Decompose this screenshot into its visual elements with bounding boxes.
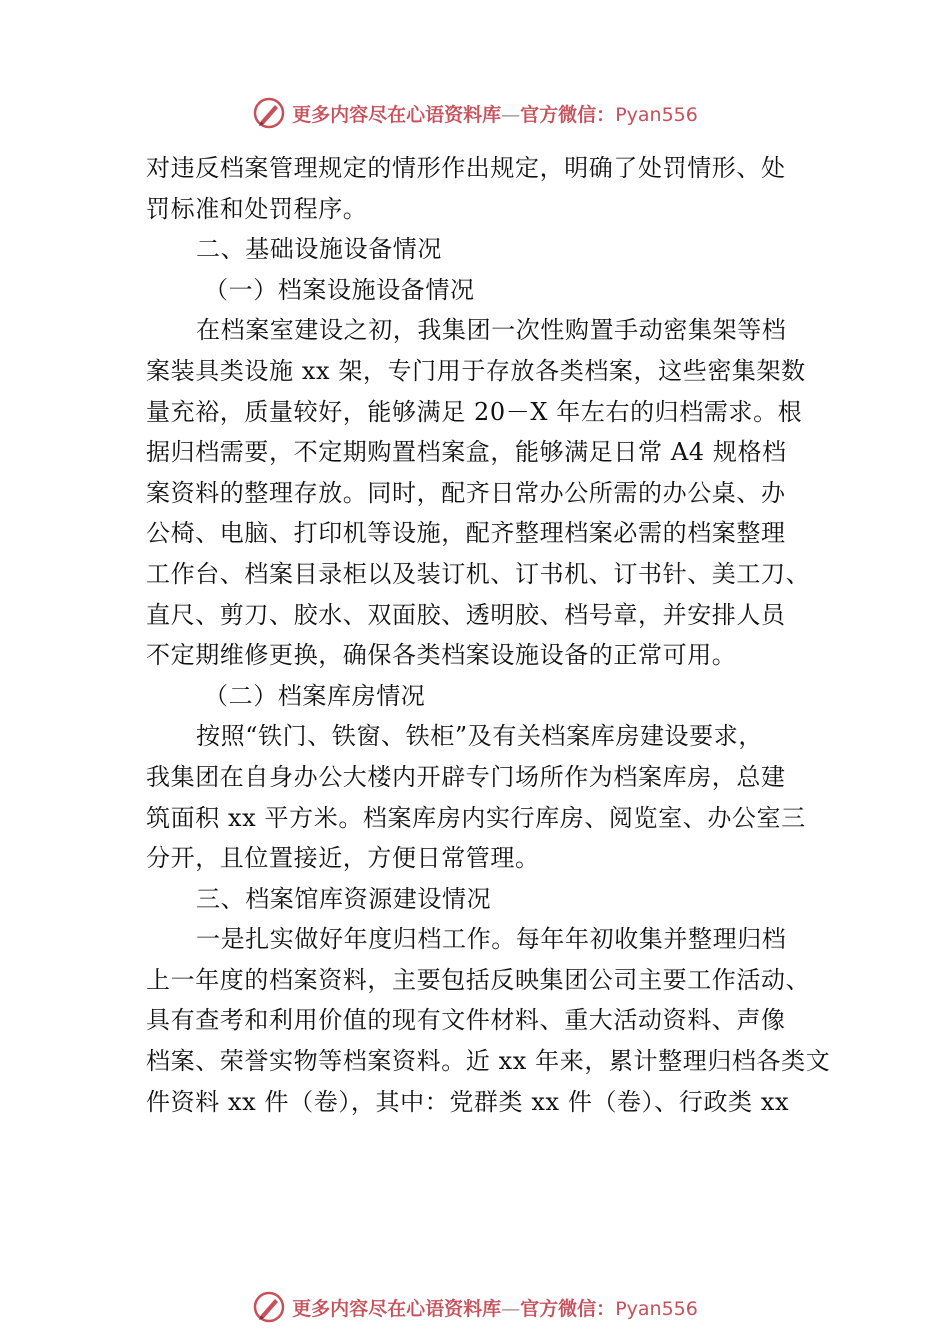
watermark-title: 更多内容尽在心语资料库 — [292, 103, 502, 126]
text-line: 量充裕，质量较好，能够满足 20－X 年左右的归档需求。根 — [146, 397, 803, 426]
watermark-text — [292, 1294, 698, 1321]
watermark-label: 官方微信： — [520, 103, 616, 126]
header-watermark — [0, 96, 950, 130]
text-line: 二、基础设施设备情况 — [196, 235, 442, 264]
watermark-title: 更多内容尽在心语资料库 — [292, 1297, 502, 1320]
text-line: （二）档案库房情况 — [204, 681, 426, 710]
watermark-label: 官方微信： — [520, 1297, 616, 1320]
pen-logo-icon — [252, 96, 286, 130]
text-line: （一）档案设施设备情况 — [204, 275, 475, 304]
text-line: 上一年度的档案资料，主要包括反映集团公司主要工作活动、 — [146, 965, 811, 994]
footer-watermark — [0, 1290, 950, 1324]
text-line: 一是扎实做好年度归档工作。每年年初收集并整理归档 — [196, 925, 787, 954]
text-line: 直尺、剪刀、胶水、双面胶、透明胶、档号章，并安排人员 — [146, 600, 786, 629]
text-line: 案资料的整理存放。同时，配齐日常办公所需的办公桌、办 — [146, 478, 786, 507]
text-line: 据归档需要，不定期购置档案盒，能够满足日常 A4 规格档 — [146, 438, 787, 467]
text-line: 档案、荣誉实物等档案资料。近 xx 年来，累计整理归档各类文 — [146, 1047, 831, 1076]
text-line: 件资料 xx 件（卷），其中：党群类 xx 件（卷）、行政类 xx — [146, 1087, 790, 1116]
text-line: 在档案室建设之初，我集团一次性购置手动密集架等档 — [196, 316, 787, 345]
text-line: 工作台、档案目录柜以及装订机、订书机、订书针、美工刀、 — [146, 559, 811, 588]
watermark-separator: — — [501, 1297, 521, 1320]
text-line: 公椅、电脑、打印机等设施，配齐整理档案必需的档案整理 — [146, 519, 786, 548]
text-line: 案装具类设施 xx 架，专门用于存放各类档案，这些密集架数 — [146, 356, 806, 385]
text-line: 三、档案馆库资源建设情况 — [196, 884, 492, 913]
watermark-separator: — — [501, 103, 521, 126]
pen-logo-icon — [252, 1290, 286, 1324]
text-line: 我集团在自身办公大楼内开辟专门场所作为档案库房，总建 — [146, 762, 786, 791]
watermark-id: Pyan556 — [615, 1297, 698, 1320]
watermark-text — [292, 100, 698, 127]
text-line: 按照“铁门、铁窗、铁柜”及有关档案库房建设要求， — [196, 722, 763, 751]
text-line: 分开，且位置接近，方便日常管理。 — [146, 844, 540, 873]
document-body — [146, 148, 836, 1122]
watermark-id: Pyan556 — [615, 103, 698, 126]
text-line: 具有查考和利用价值的现有文件材料、重大活动资料、声像 — [146, 1006, 786, 1035]
text-line: 对违反档案管理规定的情形作出规定，明确了处罚情形、处 — [146, 154, 786, 182]
text-line: 不定期维修更换，确保各类档案设施设备的正常可用。 — [146, 641, 737, 670]
text-line: 罚标准和处罚程序。 — [146, 194, 368, 223]
text-line: 筑面积 xx 平方米。档案库房内实行库房、阅览室、办公室三 — [146, 803, 806, 832]
